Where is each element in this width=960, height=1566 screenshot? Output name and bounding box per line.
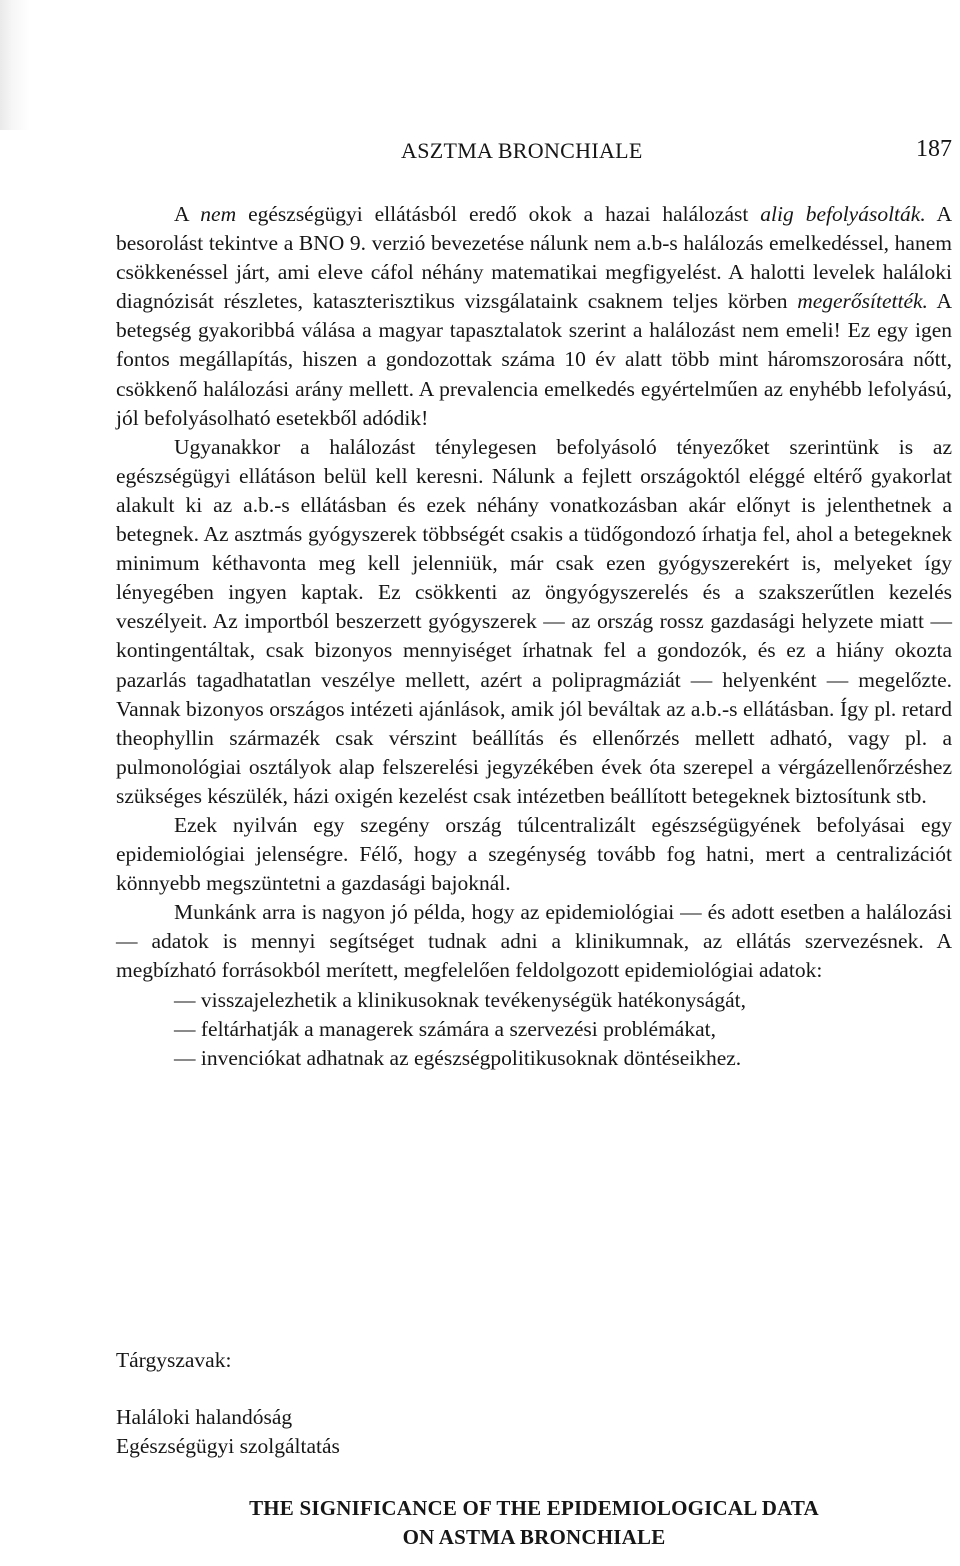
english-title [116,1494,952,1552]
list-item: — invenciókat adhatnak az egészségpolitikusoknak döntéseikhez. [174,1045,742,1070]
page-number: 187 [916,136,952,162]
body-text [116,200,952,1073]
paragraph-2: Ugyanakkor a halálozást ténylegesen befolyásoló tényezőket szerintünk is az egészségügyi ellátáson belül kell keresni. Nálunk a fejlett országoktól eléggé eltérő gyakorlat alakult ki az a.b.-s ellátásban és ezek néhány vonatkozásban akár előnyt is jelenthetnek a betegnek. Az asztmás gyógyszerek többségét csakis a tüdőgondozó írhatja fel, ahol a betegeknek minimum kéthavonta meg kell jelenniük, már csak ezen gyógyszerekért is, melyeket így lényegében ingyen kaptak. Ez csökkenti az öngyógyszerelés és a szakszerűtlen kezelés veszélyeit. Az importból beszerzett gyógyszerek — az ország rossz gazdasági helyzete miatt — kontingentáltak, csak bizonyos mennyiséget írhatnak fel a gondozók, és ez a hiány okozta pazarlás tagadhatatlan veszélye mellett, azért a polipragmáziát — helyenként — megelőzte. Vannak bizonyos országos intézeti ajánlások, amik jól beváltak az a.b.-s ellátásban. Így pl. retard theophyllin származék csak vérszint beállítás és ellenőrzés mellett adható, vagy pl. a pulmonológiai osztályok alap felszerelési jegyzékében évek óta szerepel a vérgázellenőrzéshez szükséges készülék, házi oxigén kezelést csak intézetben beállított betegeknek biztosítunk stb. [116,434,952,808]
english-title-line-1: THE SIGNIFICANCE OF THE EPIDEMIOLOGICAL DATA [249,1496,819,1520]
p1-emphasis-megerositettek: megerősítették. [797,289,928,314]
keywords-label: Tárgyszavak: [116,1348,232,1372]
english-title-line-2: ON ASTMA BRONCHIALE [402,1525,666,1549]
p1-emphasis-alig: alig befolyásolták. [760,202,926,226]
list-item: — visszajelezhetik a klinikusoknak tevékenységük hatékonyságát, [174,987,746,1012]
running-title: ASZTMA BRONCHIALE [401,138,643,163]
keyword-item: Haláloki halandóság [116,1405,293,1429]
paragraph-4: Munkánk arra is nagyon jó példa, hogy az epidemiológiai — és adott esetben a halálozási — adatok is mennyi segítséget tudnak adni a klinikumnak, az ellátás szervezésnek. A megbízható forrásokból merített, megfelelően feldolgozott epidemiológiai adatok: [116,900,952,983]
keyword-item: Egészségügyi szolgáltatás [116,1434,340,1458]
keywords-list [116,1403,340,1461]
paragraph-1 [116,200,952,433]
p1-text-e: A besorolást tekintve a BNO 9. verzió bevezetése nálunk nem a.b-s halálozás emelkedéssel, hanem csökkenéssel járt, ami eleve cáfol néhány matematikai megfigyelést. A halotti levelek haláloki diagnózisát részletes, kataszterisztikus vizsgálataink csaknem teljes körben [116,202,952,314]
p1-emphasis-nem: nem [200,202,237,226]
paragraph-3: Ezek nyilván egy szegény ország túlcentralizált egészségügyének befolyásai egy epidemiológiai jelenségre. Félő, hogy a szegénység tovább fog hatni, mert a centralizációt könnyebb megszüntetni a gazdasági bajoknál. [116,812,952,896]
dash-list [174,986,952,1073]
p1-text-g: A betegség gyakoribbá válása a magyar tapasztalatok szerint a halálozást nem emeli! Ez egy igen fontos megállapítás, hiszen a gondozottak száma 10 év alatt több mint háromszorosára nőtt, csökkenő halálozási arány mellett. A prevalencia emelkedés egyértelműen az enyhébb lefolyású, jól befolyásolható esetekből adódik! [116,289,953,430]
p1-text-a: A [174,202,201,226]
list-item: — feltárhatják a managerek számára a szervezési problémákat, [174,1016,716,1041]
keywords-section [116,1346,340,1461]
scan-edge-shadow [0,0,40,130]
p1-text-c: egészségügyi ellátásból eredő okok a hazai halálozást [236,202,761,226]
page-header [116,134,952,168]
